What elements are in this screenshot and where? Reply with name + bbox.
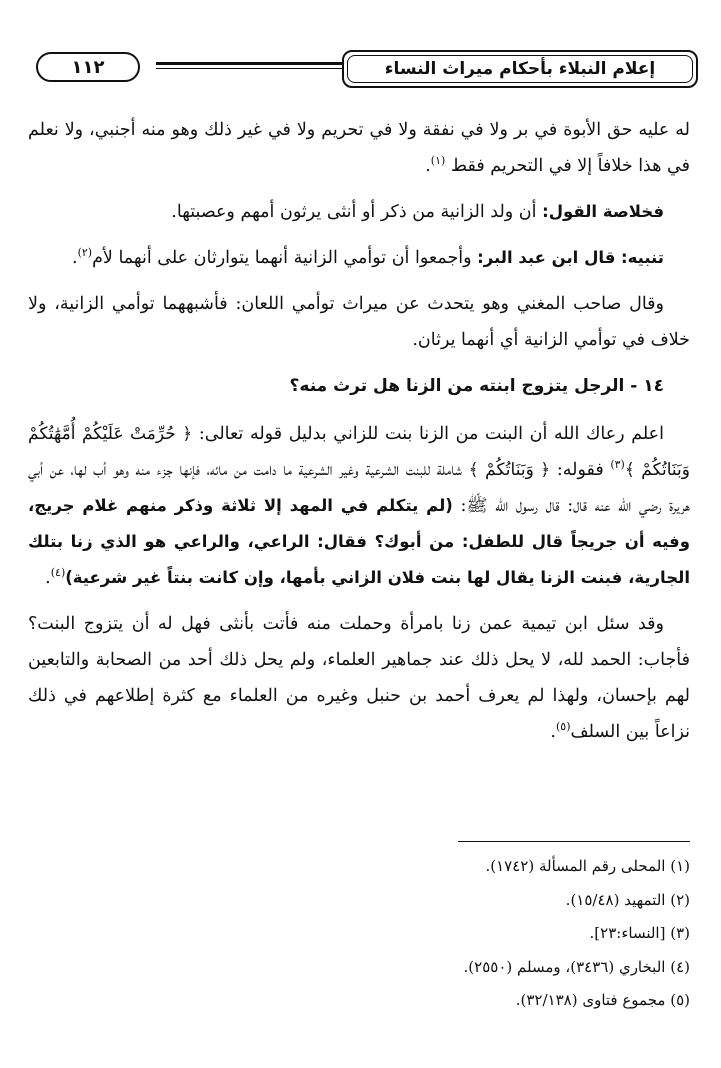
heading-dash: - (630, 376, 638, 396)
punctuation: . (45, 568, 51, 588)
footnote-ref-1: (١) (430, 154, 446, 168)
paragraph-text: اعلم رعاك الله أن البنت من الزنا بنت للزاني بدليل قوله تعالى: (198, 424, 664, 444)
paragraph-6 (28, 606, 690, 750)
main-text (28, 112, 690, 760)
note-label: تنبيه: (620, 248, 664, 267)
paragraph-3 (28, 240, 690, 276)
footnote-1: (١) المحلى رقم المسألة (١٧٤٢). (485, 857, 690, 875)
hadith-text: (لم يتكلم في المهد إلا ثلاثة وذكر منهم غلام جريج، وفيه أن جريجاً قال للطفل: من أبوك؟ فقال: الراعي، والراعي هو الذي زنا بتلك الجارية، فبنت الزنا يقال لها بنت فلان الزاني بأمها، وإن كانت بنتاً غير شرعية) (28, 496, 690, 587)
footnote-ref-4: (٤) (50, 566, 66, 580)
paragraph-text: وقد سئل ابن تيمية عمن زنا بامرأة وحملت منه فأتت بأنثى فهل له أن يتزوج البنت؟ فأجاب: الحمد لله، لا يحل ذلك عند جماهير العلماء، ولم يحل ذلك أحد من الصحابة والتابعين لهم بإحسان، ولهذا لم يعرف أحمد بن حنبل وغيره من العلماء مع كثرة إطلاعهم في ذلك نزاعاً بين السلف (28, 614, 690, 742)
page-number: ١١٢ (71, 56, 105, 78)
punctuation: . (72, 248, 78, 268)
footnote-ref-2: (٢) (77, 246, 93, 260)
book-title-frame (342, 50, 698, 88)
section-number: ١٤ (643, 376, 664, 396)
paragraph-text: أن ولد الزانية من ذكر أو أنثى يرثون أمهم وعصبتها. (171, 202, 537, 222)
paragraph-text: له عليه حق الأبوة في بر ولا في نفقة ولا في تحريم ولا في غير ذلك وهو منه أجنبي، ولا نعلم في هذا خلافاً إلا في التحريم فقط (28, 120, 690, 176)
section-heading (28, 368, 690, 404)
book-title: إعلام النبلاء بأحكام ميراث النساء (384, 59, 656, 79)
header-rule (156, 62, 343, 65)
paragraph-text: فقوله: (556, 460, 604, 480)
paragraph-1 (28, 112, 690, 184)
section-title: الرجل يتزوج ابنته من الزنا هل ترث منه؟ (289, 376, 625, 396)
quran-word: ﴿ وَبَنَاتُكُمْ ﴾ (468, 460, 551, 480)
paragraph-4 (28, 286, 690, 358)
quoted-author: قال ابن عبد البر: (477, 248, 616, 267)
footnote-3: (٣) [النساء:٢٣]. (589, 924, 690, 942)
footnotes (50, 850, 690, 1018)
paragraph-text: وأجمعوا أن توأمي الزانية أنهما يتوارثان على أنهما لأم (92, 248, 472, 268)
footnote-4: (٤) البخاري (٣٤٣٦)، ومسلم (٢٥٥٠). (463, 957, 690, 976)
paragraph-text: شاملة للبنت الشرعية وغير الشرعية ما دامت من مائه، فإنها جزء منه وهو أب لها، عن أبي هريرة رضي الله عنه قال: قال رسول الله ﷺ: (28, 460, 690, 516)
paragraph-text: وقال صاحب المغني وهو يتحدث عن ميراث توأمي اللعان: فأشبههما توأمي الزانية، ولا خلاف في توأمي الزانية أي أنهما يرثان. (28, 294, 690, 350)
footnote-2: (٢) التمهيد (١٥/٤٨). (565, 890, 690, 909)
page-number-frame (28, 52, 148, 82)
footnote-separator (458, 841, 690, 842)
bold-lead: فخلاصة القول: (542, 202, 664, 221)
paragraph-2 (28, 194, 690, 230)
footnote-ref-5: (٥) (556, 720, 571, 734)
quran-verse: ﴿ حُرِّمَتْ عَلَيْكُمْ أُمَّهَٰتُكُمْ وَبَنَاتُكُمْ ﴾ (28, 424, 690, 480)
running-header (28, 48, 698, 94)
paragraph-5 (28, 416, 690, 596)
footnote-5: (٥) مجموع فتاوى (٣٢/١٣٨). (515, 991, 690, 1009)
punctuation: . (550, 722, 556, 742)
footnote-ref-3: (٣) (610, 458, 625, 472)
header-rule-thin (156, 68, 343, 69)
punctuation: . (425, 156, 431, 176)
